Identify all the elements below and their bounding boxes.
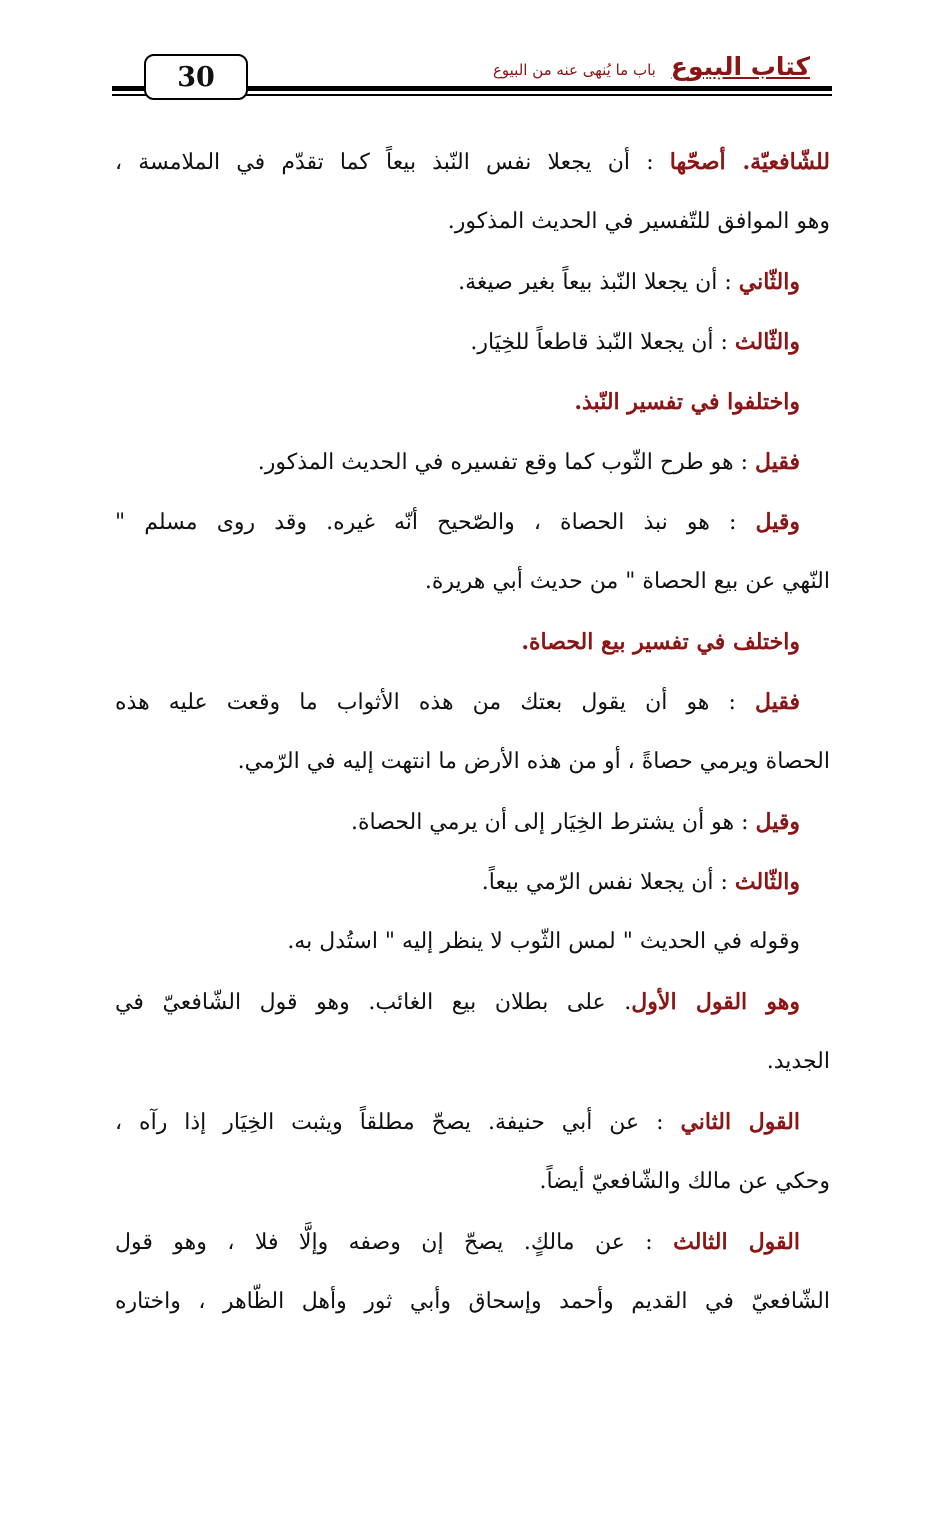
- text-line: [115, 132, 830, 192]
- line-text: وقوله في الحديث " لمس الثّوب لا ينظر إليه " استُدل به.: [287, 929, 800, 954]
- text-line: [115, 732, 830, 792]
- text-line: [115, 1152, 830, 1212]
- text-line: [115, 192, 830, 252]
- highlighted-term: والثّالث: [734, 869, 800, 895]
- book-title: كتاب البيوع: [670, 52, 810, 81]
- text-line: [115, 1212, 830, 1272]
- page-number: 30: [144, 54, 248, 100]
- line-text: النّهي عن بيع الحصاة " من حديث أبي هريرة.: [424, 569, 830, 594]
- text-line: [115, 972, 830, 1032]
- highlighted-term: والثّاني: [738, 269, 800, 295]
- highlighted-term: وقيل: [755, 809, 800, 835]
- highlighted-term: واختلفوا في تفسير النّبذ.: [574, 389, 800, 415]
- chapter-title: باب ما يُنهى عنه من البيوع: [492, 61, 656, 79]
- text-line: [115, 552, 830, 612]
- text-line: [115, 1272, 830, 1332]
- text-line: [115, 852, 830, 912]
- line-text: : هو أن يقول بعتك من هذه الأثواب ما وقعت عليه هذه: [115, 690, 756, 715]
- line-text: وحكي عن مالك والشّافعيّ أيضاً.: [539, 1169, 830, 1194]
- highlighted-term: فقيل: [755, 689, 800, 715]
- page-header: [112, 48, 832, 108]
- line-text: : أن يجعلا نفس الرّمي بيعاً.: [481, 870, 735, 895]
- line-text: : عن أبي حنيفة. يصحّ مطلقاً ويثبت الخِيَار إذا رآه ،: [115, 1110, 681, 1135]
- text-line: [115, 372, 830, 432]
- highlighted-term: وقيل: [755, 509, 800, 535]
- text-line: [115, 1032, 830, 1092]
- line-text: الجديد.: [766, 1049, 830, 1074]
- line-text: : هو طرح الثّوب كما وقع تفسيره في الحديث المذكور.: [257, 450, 756, 475]
- body-text: [115, 132, 830, 1332]
- line-text: . على بطلان بيع الغائب. وهو قول الشّافعيّ في: [115, 990, 632, 1015]
- highlighted-term: فقيل: [755, 449, 800, 475]
- line-text: : أن يجعلا النّبذ قاطعاً للخِيَار.: [470, 330, 735, 355]
- running-title: [493, 52, 810, 81]
- highlighted-term: القول الثاني: [680, 1109, 800, 1135]
- highlighted-term: والثّالث: [734, 329, 800, 355]
- line-text: : أن يجعلا نفس النّبذ بيعاً كما تقدّم في الملامسة ،: [115, 150, 670, 175]
- line-text: : هو نبذ الحصاة ، والصّحيح أنّه غيره. وقد روى مسلم ": [115, 510, 756, 535]
- text-line: [115, 912, 830, 972]
- line-text: الحصاة ويرمي حصاةً ، أو من هذه الأرض ما انتهت إليه في الرّمي.: [237, 749, 830, 774]
- highlighted-term: القول الثالث: [673, 1229, 800, 1255]
- highlighted-term: وهو القول الأول: [631, 989, 800, 1015]
- text-line: [115, 792, 830, 852]
- line-text: : عن مالكٍ. يصحّ إن وصفه وإلَّا فلا ، وهو قول: [115, 1230, 674, 1255]
- text-line: [115, 612, 830, 672]
- line-text: وهو الموافق للتّفسير في الحديث المذكور.: [447, 209, 830, 234]
- highlighted-term: واختلف في تفسير بيع الحصاة.: [521, 629, 800, 655]
- text-line: [115, 492, 830, 552]
- text-line: [115, 432, 830, 492]
- highlighted-term: للشّافعيّة. أصحّها: [669, 149, 830, 175]
- line-text: : هو أن يشترط الخِيَار إلى أن يرمي الحصاة.: [350, 810, 756, 835]
- text-line: [115, 672, 830, 732]
- line-text: : أن يجعلا النّبذ بيعاً بغير صيغة.: [458, 270, 739, 295]
- line-text: الشّافعيّ في القديم وأحمد وإسحاق وأبي ثور وأهل الظّاهر ، واختاره: [115, 1289, 830, 1314]
- text-line: [115, 1092, 830, 1152]
- text-line: [115, 252, 830, 312]
- text-line: [115, 312, 830, 372]
